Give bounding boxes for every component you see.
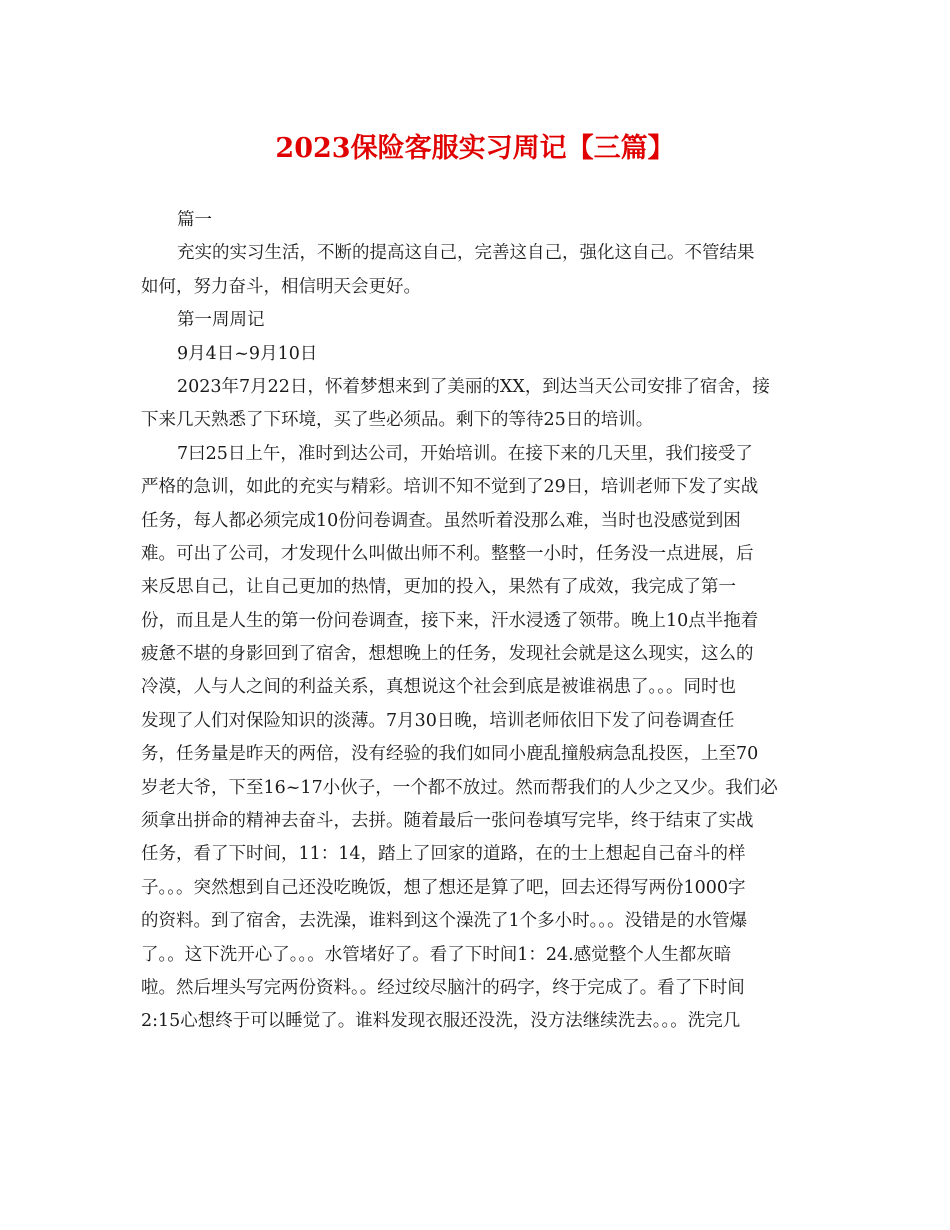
text-line: 2023年7月22日，怀着梦想来到了美丽的XX，到达当天公司安排了宿舍，接 [177, 376, 770, 397]
text-line: 任务，看了下时间，11：14，踏上了回家的道路，在的士上想起自己奋斗的样 [141, 844, 746, 865]
text-line: 充实的实习生活，不断的提高这自己，完善这自己，强化这自己。不管结果 [177, 243, 755, 264]
text-line: 9月4日~9月10日 [177, 343, 318, 364]
text-line: 疲惫不堪的身影回到了宿舍，想想晚上的任务，发现社会就是这么现实，这么的 [141, 644, 754, 665]
text-line: 啦。然后埋头写完两份资料。。经过绞尽脑汁的码字，终于完成了。看了下时间 [141, 977, 745, 998]
text-line: 下来几天熟悉了下环境，买了些必须品。剩下的等待25日的培训。 [141, 410, 654, 431]
text-line: 了。。这下洗开心了。。。水管堵好了。看了下时间1：24.感觉整个人生都灰暗 [141, 944, 732, 965]
text-line: 严格的急训，如此的充实与精彩。培训不知不觉到了29日，培训老师下发了实战 [141, 477, 759, 498]
document-title: 2023保险客服实习周记【三篇】 [275, 133, 675, 164]
document-body [141, 204, 813, 1039]
text-line: 2:15心想终于可以睡觉了。谁料发现衣服还没洗，没方法继续洗去。。。洗完几 [141, 1011, 741, 1032]
text-line: 份，而且是人生的第一份问卷调查，接下来，汗水浸透了领带。晚上10点半拖着 [141, 610, 759, 631]
text-line: 子。。。突然想到自己还没吃晚饭，想了想还是算了吧，回去还得写两份1000字 [141, 877, 746, 898]
text-line: 务，任务量是昨天的两倍，没有经验的我们如同小鹿乱撞般病急乱投医，上至70 [141, 744, 759, 765]
text-line: 的资料。到了宿舍，去洗澡，谁料到这个澡洗了1个多小时。。。没错是的水管爆 [141, 911, 748, 932]
text-line: 难。可出了公司，才发现什么叫做出师不利。整整一小时，任务没一点进展，后 [141, 543, 754, 564]
text-line: 来反思自己，让自己更加的热情，更加的投入，果然有了成效，我完成了第一 [141, 577, 736, 598]
text-line: 篇一 [177, 210, 212, 230]
text-line: 任务，每人都必须完成10份问卷调查。虽然听着没那么难，当时也没感觉到困 [141, 510, 741, 531]
text-line: 岁老大爷，下至16~17小伙子，一个都不放过。然而帮我们的人少之又少。我们必 [141, 777, 778, 798]
text-line: 第一周周记 [177, 310, 265, 331]
text-line: 发现了人们对保险知识的淡薄。7月30日晚，培训老师依旧下发了问卷调查任 [141, 710, 735, 731]
text-line: 须拿出拼命的精神去奋斗，去拼。随着最后一张问卷填写完毕，终于结束了实战 [141, 811, 754, 832]
text-line: 冷漠，人与人之间的利益关系，真想说这个社会到底是被谁祸患了。。。同时也 [141, 677, 736, 698]
text-line: 7曰25日上午，准时到达公司，开始培训。在接下来的几天里，我们接受了 [177, 443, 753, 464]
text-line: 如何，努力奋斗，相信明天会更好。 [141, 276, 421, 297]
